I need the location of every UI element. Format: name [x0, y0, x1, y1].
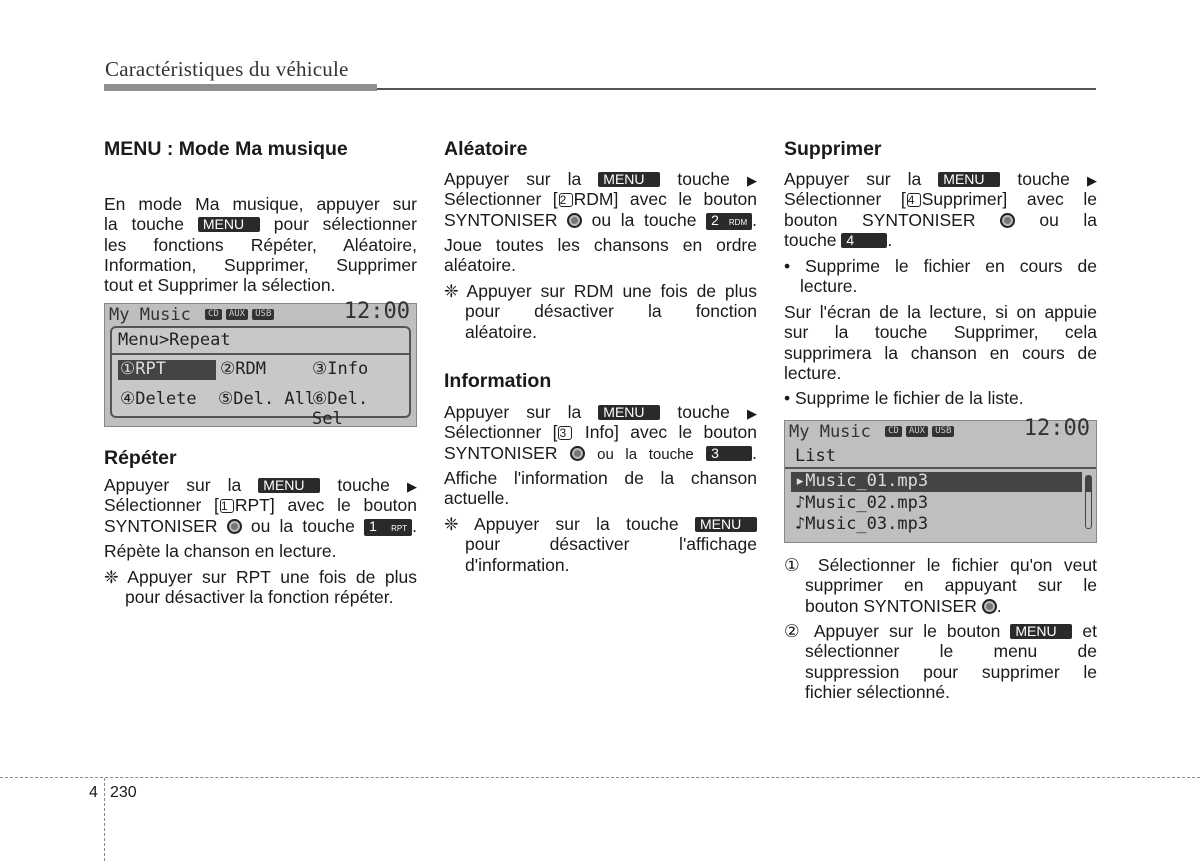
list-item-3: ♪Music_03.mp3 [795, 514, 929, 534]
text-line: pour désactiver la fonction [465, 301, 757, 322]
text-line: Appuyer sur la MENU touche ▶ [104, 475, 417, 495]
text-line: lecture. [800, 276, 858, 297]
menu-item-info: ③Info [312, 359, 369, 379]
menu-panel [110, 326, 411, 430]
supprimer-bullet-2 [784, 388, 1097, 408]
section-heading-repeter: Répéter [104, 447, 177, 469]
supprimer-steps [784, 169, 1097, 250]
header-title: Caractéristiques du véhicule [105, 57, 349, 81]
arrow-right-icon: ▶ [1086, 173, 1097, 188]
menu-key: MENU [938, 172, 1000, 187]
tune-knob-icon [227, 519, 242, 534]
menu-item-rpt: ①RPT [120, 359, 166, 379]
step-2 [784, 621, 1097, 702]
aleatoire-steps [444, 169, 757, 230]
arrow-right-icon: ▶ [746, 173, 757, 188]
text-line: ② Appuyer sur le bouton MENU et [784, 621, 1097, 641]
text-line: Sélectionner [ 4 Supprimer] avec le [784, 189, 1097, 210]
text-line: pour désactiver l'affichage [465, 534, 757, 555]
text-line: d'information. [465, 554, 570, 575]
text-line: ❈ Appuyer sur la touche MENU [444, 514, 757, 534]
text-line: • Supprime le fichier en cours de [784, 256, 1097, 276]
information-steps [444, 402, 757, 463]
screen-title: My Music [109, 305, 191, 325]
text-line: Sélectionner [ 1 RPT] avec le bouton [104, 495, 418, 516]
text-line: Joue toutes les chansons en ordre [444, 235, 757, 255]
circled-4-icon: 4 [907, 193, 921, 207]
section-heading-aleatoire: Aléatoire [444, 138, 528, 160]
text-line: Appuyer sur la MENU touche ▶ [784, 169, 1097, 189]
aleatoire-note [444, 281, 757, 342]
music-note-icon: ♪ [795, 514, 806, 534]
play-icon: ▸ [795, 471, 806, 491]
aleatoire-description [444, 235, 757, 276]
cd-badge: CD [885, 426, 902, 437]
menu-screen-illustration [104, 299, 417, 430]
list-item-2: ♪Music_02.mp3 [795, 493, 929, 513]
cd-badge: CD [205, 309, 222, 320]
text-line: sur la touche Supprimer, cela [784, 322, 1097, 343]
section-heading-menu: MENU : Mode Ma musique [104, 138, 348, 160]
source-badges [885, 426, 958, 446]
screen-status-bar [105, 299, 416, 326]
text-line: ❈ Appuyer sur RDM une fois de plus [444, 281, 757, 301]
list-label: List [795, 446, 836, 466]
footer-divider [104, 778, 105, 861]
text-line: fichier sélectionné. [805, 681, 950, 702]
aux-badge: AUX [226, 309, 248, 320]
key-2-rdm: 2 RDM [706, 213, 752, 230]
circled-1-icon: 1 [220, 499, 234, 513]
screen-clock: 12:00 [1023, 416, 1090, 441]
text-line: sélectionner le menu de [805, 641, 1097, 662]
text-line: suppression pour supprimer le [805, 661, 1097, 682]
repeter-note [104, 567, 417, 608]
section-heading-supprimer: Supprimer [784, 138, 882, 160]
arrow-right-icon: ▶ [746, 406, 757, 421]
page-number: 230 [110, 784, 137, 801]
screen-title: My Music [789, 422, 871, 442]
text-line: ❈ Appuyer sur RPT une fois de plus [104, 567, 417, 587]
text-line: bouton SYNTONISER . [805, 595, 1002, 616]
step-1 [784, 555, 1097, 616]
menu-key: MENU [598, 405, 660, 420]
aux-badge: AUX [906, 426, 928, 437]
music-note-icon: ♪ [795, 493, 806, 513]
usb-badge: USB [252, 309, 274, 320]
text-line: Appuyer sur la MENU touche ▶ [444, 169, 757, 189]
information-note [444, 514, 757, 575]
section-heading-information: Information [444, 370, 552, 392]
usb-badge: USB [932, 426, 954, 437]
scrollbar-thumb [1086, 476, 1091, 492]
menu-item-delete: ④Delete [120, 389, 197, 409]
footer-rule [0, 777, 1200, 778]
text-line: Appuyer sur la MENU touche ▶ [444, 402, 757, 422]
text-line: bouton SYNTONISER ou la [784, 209, 1097, 230]
text-line: En mode Ma musique, appuyer sur [104, 194, 417, 214]
header-rule-accent [104, 84, 377, 91]
menu-item-del-all: ⑤Del. All [218, 389, 316, 409]
intro-paragraph [104, 194, 417, 295]
key-3: 3 [706, 446, 752, 461]
tune-knob-icon [570, 446, 585, 461]
text-line: supprimera la chanson en cours de [784, 342, 1097, 363]
circled-2-icon: 2 [559, 193, 573, 207]
arrow-right-icon: ▶ [406, 479, 417, 494]
text-line: lecture. [784, 362, 842, 383]
information-description [444, 468, 757, 509]
menu-key: MENU [695, 517, 757, 532]
text-line: Répète la chanson en lecture. [104, 541, 337, 561]
menu-key: MENU [1010, 624, 1072, 639]
text-line: • Supprime le fichier de la liste. [784, 388, 1024, 408]
header-rule [377, 88, 1096, 90]
list-screen-illustration [784, 416, 1097, 543]
menu-item-rdm: ②RDM [220, 359, 266, 379]
chapter-number: 4 [89, 784, 98, 801]
text-line: aléatoire. [444, 255, 516, 276]
list-divider [785, 467, 1096, 469]
tune-knob-icon [567, 213, 582, 228]
text-line: les fonctions Répéter, Aléatoire, [104, 234, 417, 255]
text-line: pour désactiver la fonction répéter. [125, 587, 394, 608]
text-line: actuelle. [444, 488, 510, 509]
screen-clock: 12:00 [343, 299, 410, 324]
text-line: SYNTONISER ou la touche 2 RDM . [444, 209, 757, 230]
text-line: Sélectionner [ 3 Info] avec le bouton [444, 422, 757, 443]
text-line: Sélectionner [ 2 RDM] avec le bouton [444, 189, 757, 210]
text-line: supprimer en appuyant sur le [805, 575, 1097, 596]
list-item-1: ▸Music_01.mp3 [795, 471, 929, 491]
text-line: SYNTONISER ou la touche 1 RPT . [104, 515, 417, 536]
repeter-description [104, 541, 417, 561]
circled-3-icon: 3 [558, 426, 572, 440]
menu-path: Menu>Repeat [118, 330, 231, 350]
menu-divider [112, 353, 409, 355]
menu-key: MENU [198, 217, 260, 232]
text-line: la touche MENU pour sélectionner [104, 214, 417, 235]
text-line: touche 4 . [784, 229, 893, 250]
text-line: SYNTONISER ou la touche 3 . [444, 442, 757, 463]
key-4: 4 [841, 233, 887, 248]
list-scrollbar [1085, 475, 1092, 529]
text-line: tout et Supprimer la sélection. [104, 275, 336, 296]
text-line: Sur l'écran de la lecture, si on appuie [784, 302, 1097, 322]
key-1-rpt: 1 RPT [364, 519, 412, 536]
menu-item-del-sel: ⑥Del. Sel [312, 389, 369, 430]
supprimer-paragraph [784, 302, 1097, 383]
text-line: Information, Supprimer, Supprimer [104, 254, 417, 275]
text-line: ① Sélectionner le fichier qu'on veut [784, 555, 1097, 575]
text-line: aléatoire. [465, 321, 537, 342]
menu-key: MENU [258, 478, 320, 493]
supprimer-bullet-1 [784, 256, 1097, 297]
screen-status-bar [785, 416, 1096, 443]
menu-key: MENU [598, 172, 660, 187]
text-line: Affiche l'information de la chanson [444, 468, 757, 488]
tune-knob-icon [1000, 213, 1015, 228]
repeter-steps [104, 475, 417, 536]
tune-knob-icon [982, 599, 997, 614]
